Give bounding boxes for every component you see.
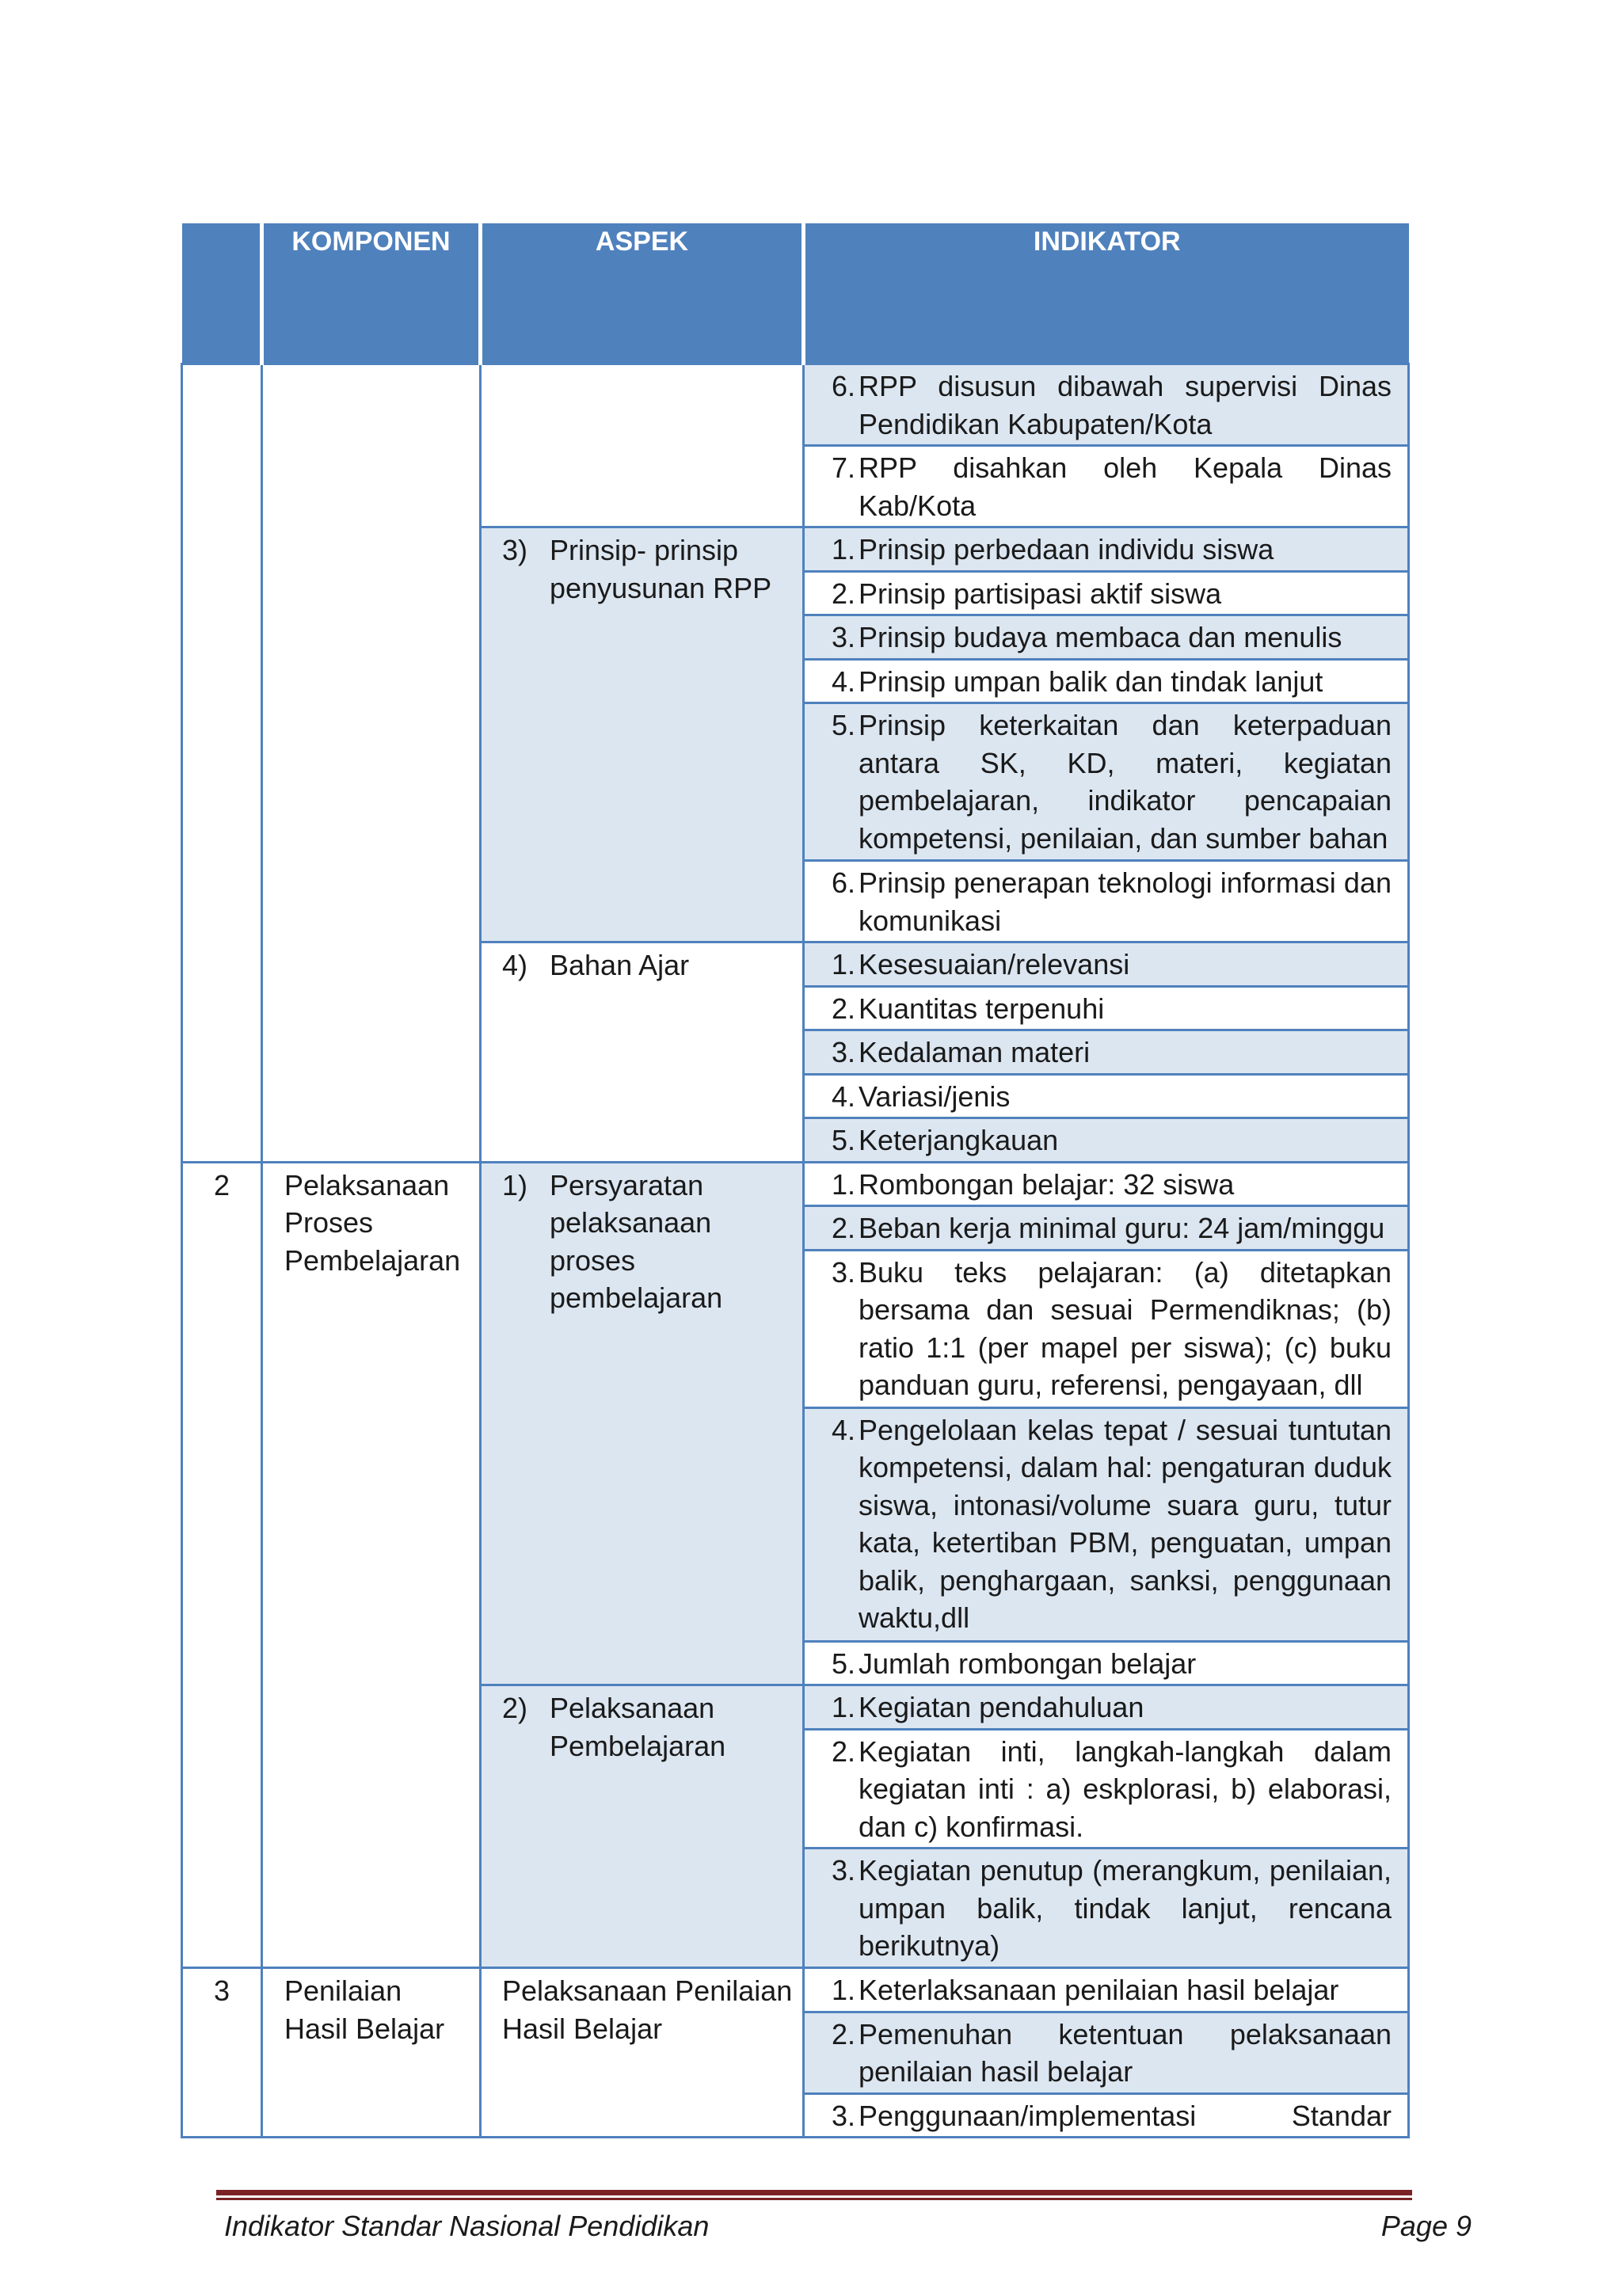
aspek-label: Persyaratan pelaksanaan proses pembelajaran	[550, 1168, 723, 1314]
aspek-cell	[481, 942, 804, 1163]
indicator-text: Penggunaan/implementasi Standar	[859, 2099, 1392, 2132]
indicator-number: 2.	[831, 992, 855, 1025]
indicator-number: 7.	[831, 451, 855, 484]
indicator-number: 1.	[831, 1974, 855, 2006]
indicator-number: 5.	[831, 1124, 855, 1156]
indicator-number: 4.	[831, 664, 855, 698]
indicator-text: Keterjangkauan	[859, 1124, 1059, 1156]
indicator-number: 3.	[831, 2099, 855, 2132]
indicator-text: Kegiatan inti, langkah-langkah dalam kegiatan inti : a) eskplorasi, b) elaborasi, dan c) konfirmasi.	[859, 1734, 1392, 1843]
indicator-text: Pengelolaan kelas tepat / sesuai tuntutan kompetensi, dalam hal: pengaturan duduk siswa, intonasi/volume suara guru, tutur kata, ketertiban PBM, penguatan, umpan balik, penghargaan, sanksi, penggunaan waktu,dll	[859, 1413, 1392, 1634]
indicator-number: 2.	[831, 1734, 855, 1768]
indicator-text: Buku teks pelajaran: (a) ditetapkan bersama dan sesuai Permendiknas; (b) ratio 1:1 (per mapel per siswa); (c) buku panduan guru, referensi, pengayaan, dll	[859, 1255, 1392, 1401]
indicator-number: 1.	[831, 1691, 855, 1723]
indicator-text: Kesesuaian/relevansi	[859, 948, 1130, 980]
indicator-text: Prinsip budaya membaca dan menulis	[859, 621, 1342, 653]
indikator-cell	[804, 659, 1409, 703]
indicator-text: Kegiatan pendahuluan	[859, 1691, 1144, 1723]
footer-rule-thin	[216, 2198, 1412, 2200]
indikator-cell	[804, 1968, 1409, 2012]
indicator-text: Prinsip partisipasi aktif siswa	[859, 577, 1222, 610]
indicator-text: Prinsip keterkaitan dan keterpaduan antara SK, KD, materi, kegiatan pembelajaran, indikator pencapaian kompetensi, penilaian, dan sumber bahan	[859, 709, 1392, 855]
footer-rule	[216, 2190, 1412, 2195]
indikator-cell	[804, 1030, 1409, 1075]
aspek-cell	[481, 1162, 804, 1685]
komponen-cell: Pelaksanaan Proses Pembelajaran	[262, 1162, 481, 1968]
komponen-cell	[262, 364, 481, 1163]
aspek-label: Bahan Ajar	[550, 949, 690, 981]
indikator-cell	[804, 942, 1409, 987]
indikator-cell	[804, 615, 1409, 660]
indicator-number: 1.	[831, 533, 855, 565]
footer-title: Indikator Standar Nasional Pendidikan	[224, 2210, 710, 2242]
indicator-number: 3.	[831, 1036, 855, 1068]
indicator-text: Variasi/jenis	[859, 1079, 1011, 1113]
indicator-text: Kegiatan penutup (merangkum, penilaian, umpan balik, tindak lanjut, rencana berikutnya)	[859, 1854, 1392, 1962]
indikator-cell	[804, 364, 1409, 446]
indicator-number: 1.	[831, 1167, 855, 1201]
indikator-cell	[804, 986, 1409, 1030]
indikator-cell	[804, 861, 1409, 942]
indicator-table	[181, 223, 1410, 2138]
no-cell	[182, 364, 262, 1163]
indikator-cell	[804, 1641, 1409, 1685]
aspek-number: 2)	[502, 1692, 528, 1724]
aspek-number: 3)	[502, 534, 528, 566]
indikator-cell	[804, 1250, 1409, 1407]
indicator-text: Pemenuhan ketentuan pelaksanaan penilaian hasil belajar	[859, 2017, 1392, 2088]
aspek-number: 4)	[502, 949, 528, 981]
indikator-cell	[804, 703, 1409, 861]
indikator-cell	[804, 1685, 1409, 1730]
indicator-text: Prinsip penerapan teknologi informasi dan komunikasi	[859, 866, 1392, 937]
indicator-text: Beban kerja minimal guru: 24 jam/minggu	[859, 1212, 1385, 1244]
indikator-cell	[804, 1162, 1409, 1206]
aspek-cell	[481, 1685, 804, 1968]
aspek-cell: Pelaksanaan Penilaian Hasil Belajar	[481, 1968, 804, 2138]
aspek-label: Prinsip- prinsip penyusunan RPP	[550, 534, 772, 604]
indikator-cell	[804, 1118, 1409, 1163]
page-number: Page 9	[1380, 2210, 1472, 2242]
indicator-number: 2.	[831, 2017, 855, 2050]
indicator-number: 6.	[831, 370, 855, 402]
table-row	[182, 364, 1409, 446]
indikator-cell	[804, 1407, 1409, 1641]
aspek-number: 1)	[502, 1168, 528, 1201]
header-indikator: INDIKATOR	[804, 223, 1409, 364]
aspek-cell	[481, 364, 804, 527]
indicator-text: Kuantitas terpenuhi	[859, 992, 1105, 1025]
indikator-cell	[804, 527, 1409, 572]
indikator-cell	[804, 2012, 1409, 2093]
indikator-cell	[804, 1074, 1409, 1118]
aspek-cell	[481, 527, 804, 942]
no-cell: 2	[182, 1162, 262, 1968]
indicator-number: 5.	[831, 1647, 855, 1680]
indicator-text: Rombongan belajar: 32 siswa	[859, 1167, 1235, 1201]
indicator-text: Jumlah rombongan belajar	[859, 1647, 1197, 1680]
indicator-number: 1.	[831, 948, 855, 980]
header-no	[182, 223, 262, 364]
table-header-row	[182, 223, 1409, 364]
table-row	[182, 1162, 1409, 1206]
indicator-text: Prinsip perbedaan individu siswa	[859, 533, 1274, 565]
indicator-number: 6.	[831, 866, 855, 899]
indikator-cell	[804, 1206, 1409, 1251]
header-aspek: ASPEK	[481, 223, 804, 364]
indicator-number: 4.	[831, 1079, 855, 1113]
indicator-number: 4.	[831, 1413, 855, 1446]
indikator-cell	[804, 571, 1409, 615]
indikator-cell	[804, 446, 1409, 527]
indikator-cell	[804, 1849, 1409, 1968]
indicator-number: 3.	[831, 1255, 855, 1289]
indicator-text: RPP disusun dibawah supervisi Dinas Pendidikan Kabupaten/Kota	[859, 370, 1392, 440]
indicator-number: 2.	[831, 577, 855, 610]
indicator-number: 3.	[831, 621, 855, 653]
indicator-number: 5.	[831, 709, 855, 741]
no-cell: 3	[182, 1968, 262, 2138]
komponen-cell: Penilaian Hasil Belajar	[262, 1968, 481, 2138]
indicator-text: Keterlaksanaan penilaian hasil belajar	[859, 1974, 1339, 2006]
indicator-text: Kedalaman materi	[859, 1036, 1091, 1068]
indikator-cell	[804, 1729, 1409, 1849]
table-row	[182, 1968, 1409, 2012]
indicator-text: RPP disahkan oleh Kepala Dinas Kab/Kota	[859, 451, 1392, 522]
indicator-text: Prinsip umpan balik dan tindak lanjut	[859, 664, 1323, 698]
indikator-cell	[804, 2093, 1409, 2138]
header-komponen: KOMPONEN	[262, 223, 481, 364]
aspek-label: Pelaksanaan Pembelajaran	[550, 1692, 726, 1762]
indicator-number: 2.	[831, 1212, 855, 1244]
indicator-number: 3.	[831, 1854, 855, 1887]
